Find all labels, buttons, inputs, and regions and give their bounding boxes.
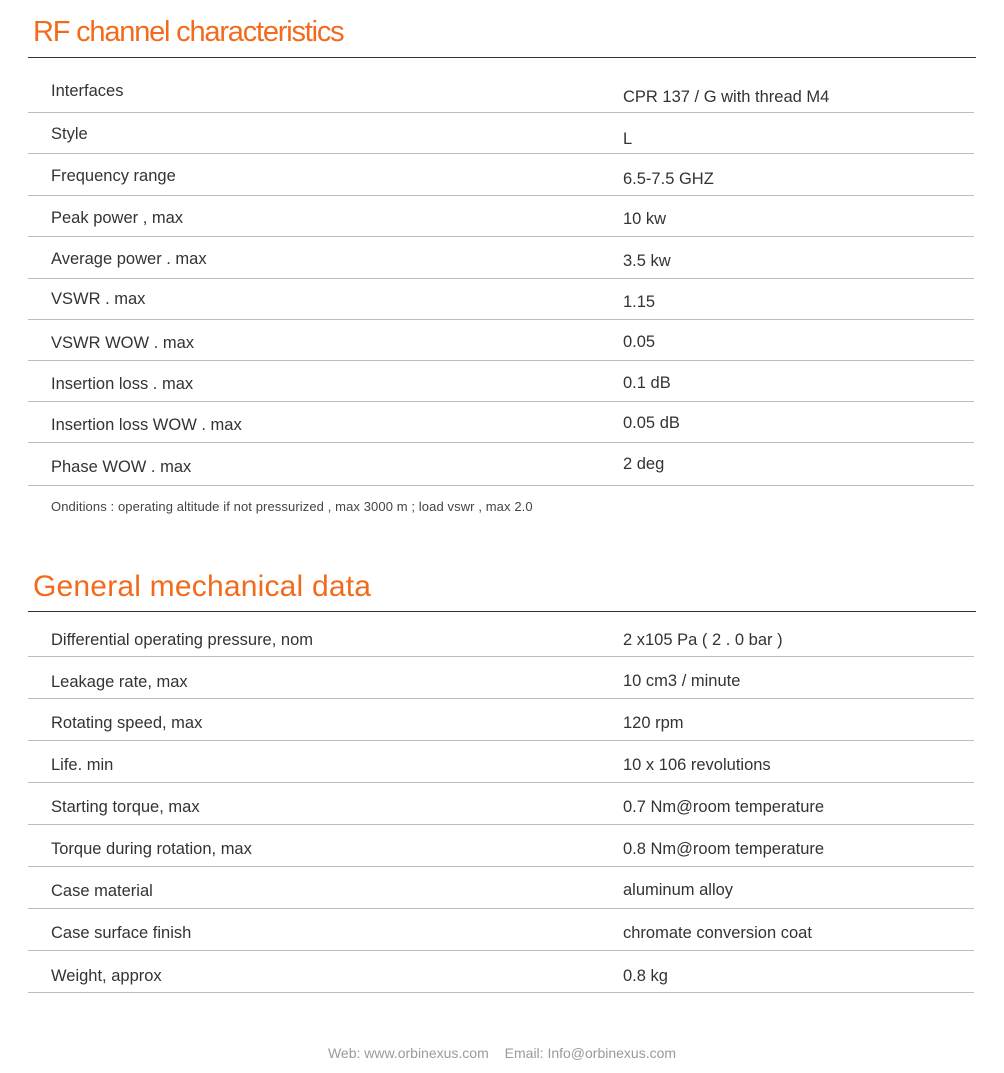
row-value: 1.15 — [623, 293, 656, 311]
rf-section-rule — [28, 57, 976, 58]
row-value: 0.05 — [623, 333, 656, 351]
table-row — [28, 113, 974, 154]
row-label: Phase WOW . max — [51, 458, 192, 476]
row-label: Insertion loss . max — [51, 375, 194, 393]
row-value: 0.8 Nm@room temperature — [623, 840, 825, 858]
row-value: L — [623, 130, 633, 148]
row-value: 0.1 dB — [623, 374, 671, 392]
conditions-note: Onditions : operating altitude if not pressurized , max 3000 m ; load vswr , max 2.0 — [51, 499, 533, 514]
table-row — [28, 825, 974, 867]
mechanical-section-rule — [28, 611, 976, 612]
row-label: Rotating speed, max — [51, 714, 203, 732]
row-value: chromate conversion coat — [623, 924, 812, 942]
row-value: 0.05 dB — [623, 414, 680, 432]
table-row — [28, 320, 974, 361]
row-label: Peak power , max — [51, 209, 184, 227]
table-row — [28, 402, 974, 443]
row-value: 2 x105 Pa ( 2 . 0 bar ) — [623, 631, 783, 649]
table-row — [28, 154, 974, 196]
row-label: Case material — [51, 882, 153, 900]
row-label: Average power . max — [51, 250, 207, 268]
table-row — [28, 741, 974, 783]
table-row — [28, 279, 974, 320]
row-label: Differential operating pressure, nom — [51, 631, 314, 649]
table-row — [28, 783, 974, 825]
row-value: 0.7 Nm@room temperature — [623, 798, 825, 816]
table-row — [28, 657, 974, 699]
table-row — [28, 616, 974, 657]
row-label: VSWR WOW . max — [51, 334, 194, 352]
row-label: Life. min — [51, 756, 114, 774]
table-row — [28, 443, 974, 486]
row-value: 3.5 kw — [623, 252, 671, 270]
footer-web-link[interactable]: Web: www.orbinexus.com — [327, 1045, 489, 1061]
row-label: Leakage rate, max — [51, 673, 188, 691]
table-row — [28, 909, 974, 951]
rf-characteristics-table — [28, 70, 974, 486]
mechanical-data-table — [28, 616, 974, 993]
table-row — [28, 867, 974, 909]
row-value: 6.5-7.5 GHZ — [623, 170, 714, 188]
row-value: 120 rpm — [623, 714, 684, 732]
row-label: Style — [51, 125, 88, 143]
row-label: Frequency range — [51, 167, 176, 185]
footer-email-link[interactable]: Email: Info@orbinexus.com — [504, 1045, 677, 1061]
table-row — [28, 951, 974, 993]
mechanical-section-title: General mechanical data — [33, 570, 372, 603]
row-value: 2 deg — [623, 455, 665, 473]
row-value: 10 kw — [623, 210, 667, 228]
footer — [0, 1045, 1004, 1061]
row-value: 10 cm3 / minute — [623, 672, 741, 690]
row-value: CPR 137 / G with thread M4 — [623, 88, 830, 106]
row-label: Case surface finish — [51, 924, 192, 942]
row-value: 0.8 kg — [623, 967, 668, 985]
row-label: Torque during rotation, max — [51, 840, 252, 858]
table-row — [28, 699, 974, 741]
row-label: VSWR . max — [51, 290, 146, 308]
table-row — [28, 237, 974, 279]
table-row — [28, 361, 974, 402]
row-value: aluminum alloy — [623, 881, 734, 899]
table-row — [28, 196, 974, 237]
row-label: Insertion loss WOW . max — [51, 416, 242, 434]
row-label: Weight, approx — [51, 967, 162, 985]
table-row — [28, 70, 974, 113]
rf-section-title: RF channel characteristics — [33, 16, 344, 48]
row-label: Starting torque, max — [51, 798, 200, 816]
row-value: 10 x 106 revolutions — [623, 756, 771, 774]
row-label: Interfaces — [51, 82, 124, 100]
